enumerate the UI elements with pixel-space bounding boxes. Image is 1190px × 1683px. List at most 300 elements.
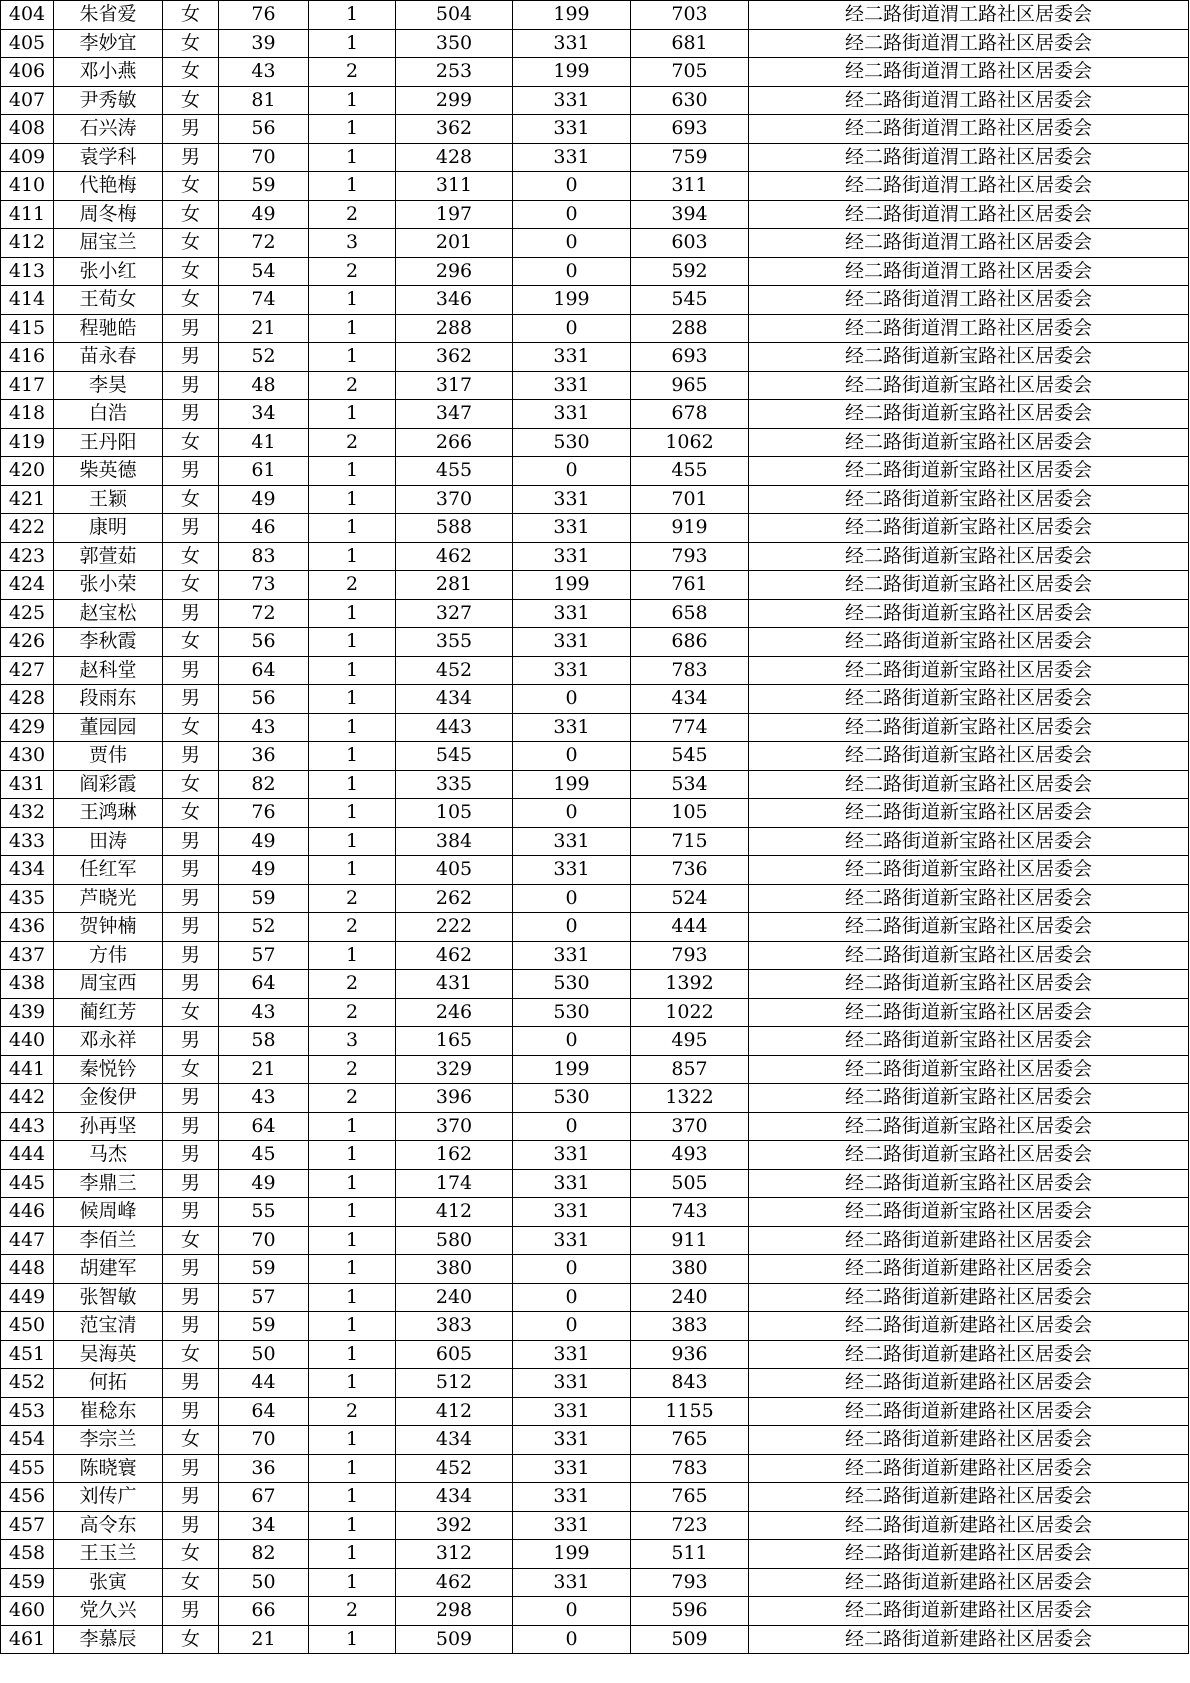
cell-amount-a: 350 <box>396 29 513 58</box>
cell-total: 843 <box>631 1369 749 1398</box>
cell-count: 1 <box>309 115 396 144</box>
cell-index: 439 <box>1 998 54 1027</box>
cell-amount-a: 545 <box>396 742 513 771</box>
cell-amount-b: 331 <box>513 1340 631 1369</box>
cell-amount-b: 0 <box>513 200 631 229</box>
cell-amount-b: 331 <box>513 1568 631 1597</box>
cell-amount-b: 331 <box>513 599 631 628</box>
cell-count: 1 <box>309 628 396 657</box>
cell-community: 经二路街道新建路社区居委会 <box>749 1397 1189 1426</box>
cell-community: 经二路街道渭工路社区居委会 <box>749 1 1189 30</box>
cell-name: 马杰 <box>54 1141 163 1170</box>
cell-amount-b: 331 <box>513 1226 631 1255</box>
cell-count: 1 <box>309 1540 396 1569</box>
cell-age: 49 <box>219 200 309 229</box>
cell-name: 候周峰 <box>54 1198 163 1227</box>
cell-count: 1 <box>309 742 396 771</box>
cell-count: 1 <box>309 143 396 172</box>
cell-gender: 男 <box>163 1283 219 1312</box>
cell-count: 2 <box>309 200 396 229</box>
cell-amount-a: 370 <box>396 485 513 514</box>
cell-amount-b: 331 <box>513 400 631 429</box>
cell-name: 石兴涛 <box>54 115 163 144</box>
cell-age: 43 <box>219 1084 309 1113</box>
table-row <box>1 884 1189 913</box>
cell-index: 457 <box>1 1511 54 1540</box>
cell-name: 代艳梅 <box>54 172 163 201</box>
cell-gender: 女 <box>163 1 219 30</box>
cell-amount-a: 434 <box>396 685 513 714</box>
table-row <box>1 685 1189 714</box>
cell-age: 49 <box>219 485 309 514</box>
cell-index: 405 <box>1 29 54 58</box>
cell-total: 686 <box>631 628 749 657</box>
cell-gender: 男 <box>163 343 219 372</box>
cell-total: 783 <box>631 1454 749 1483</box>
cell-age: 41 <box>219 428 309 457</box>
cell-count: 1 <box>309 514 396 543</box>
cell-index: 459 <box>1 1568 54 1597</box>
cell-total: 1062 <box>631 428 749 457</box>
cell-community: 经二路街道渭工路社区居委会 <box>749 257 1189 286</box>
cell-name: 蔺红芳 <box>54 998 163 1027</box>
cell-total: 678 <box>631 400 749 429</box>
cell-amount-b: 0 <box>513 742 631 771</box>
cell-gender: 女 <box>163 485 219 514</box>
table-row <box>1 457 1189 486</box>
cell-total: 383 <box>631 1312 749 1341</box>
cell-index: 420 <box>1 457 54 486</box>
cell-name: 王鸿琳 <box>54 799 163 828</box>
cell-age: 59 <box>219 1255 309 1284</box>
cell-amount-b: 0 <box>513 1027 631 1056</box>
cell-gender: 女 <box>163 1055 219 1084</box>
cell-count: 1 <box>309 1483 396 1512</box>
cell-count: 1 <box>309 1340 396 1369</box>
cell-amount-a: 392 <box>396 1511 513 1540</box>
cell-gender: 男 <box>163 941 219 970</box>
cell-age: 43 <box>219 58 309 87</box>
table-row <box>1 599 1189 628</box>
cell-index: 410 <box>1 172 54 201</box>
cell-amount-a: 298 <box>396 1597 513 1626</box>
cell-total: 545 <box>631 286 749 315</box>
cell-amount-a: 335 <box>396 770 513 799</box>
cell-amount-b: 331 <box>513 343 631 372</box>
cell-total: 761 <box>631 571 749 600</box>
cell-name: 王玉兰 <box>54 1540 163 1569</box>
cell-total: 630 <box>631 86 749 115</box>
cell-name: 贺钟楠 <box>54 913 163 942</box>
cell-name: 秦悦钤 <box>54 1055 163 1084</box>
cell-gender: 男 <box>163 115 219 144</box>
cell-index: 428 <box>1 685 54 714</box>
cell-age: 48 <box>219 371 309 400</box>
cell-amount-b: 331 <box>513 542 631 571</box>
cell-count: 1 <box>309 856 396 885</box>
cell-community: 经二路街道新建路社区居委会 <box>749 1454 1189 1483</box>
cell-gender: 男 <box>163 143 219 172</box>
cell-amount-b: 0 <box>513 229 631 258</box>
cell-community: 经二路街道新宝路社区居委会 <box>749 343 1189 372</box>
cell-amount-b: 331 <box>513 1511 631 1540</box>
cell-gender: 女 <box>163 1568 219 1597</box>
cell-count: 1 <box>309 1255 396 1284</box>
cell-age: 56 <box>219 685 309 714</box>
cell-community: 经二路街道新建路社区居委会 <box>749 1625 1189 1654</box>
table-row <box>1 1312 1189 1341</box>
cell-community: 经二路街道新宝路社区居委会 <box>749 941 1189 970</box>
cell-total: 240 <box>631 1283 749 1312</box>
cell-amount-a: 246 <box>396 998 513 1027</box>
cell-amount-b: 0 <box>513 1625 631 1654</box>
cell-name: 董园园 <box>54 713 163 742</box>
cell-amount-a: 504 <box>396 1 513 30</box>
cell-name: 赵宝松 <box>54 599 163 628</box>
cell-index: 448 <box>1 1255 54 1284</box>
cell-index: 426 <box>1 628 54 657</box>
cell-index: 452 <box>1 1369 54 1398</box>
cell-count: 2 <box>309 1397 396 1426</box>
cell-amount-b: 331 <box>513 29 631 58</box>
cell-amount-a: 299 <box>396 86 513 115</box>
cell-total: 965 <box>631 371 749 400</box>
cell-amount-b: 331 <box>513 1169 631 1198</box>
cell-index: 458 <box>1 1540 54 1569</box>
cell-count: 1 <box>309 1198 396 1227</box>
cell-amount-a: 174 <box>396 1169 513 1198</box>
cell-amount-b: 331 <box>513 713 631 742</box>
cell-amount-a: 443 <box>396 713 513 742</box>
cell-index: 404 <box>1 1 54 30</box>
cell-amount-b: 199 <box>513 1540 631 1569</box>
table-row <box>1 343 1189 372</box>
cell-count: 3 <box>309 229 396 258</box>
cell-count: 1 <box>309 1312 396 1341</box>
cell-name: 白浩 <box>54 400 163 429</box>
cell-gender: 女 <box>163 29 219 58</box>
cell-community: 经二路街道新建路社区居委会 <box>749 1312 1189 1341</box>
cell-gender: 男 <box>163 1027 219 1056</box>
cell-name: 赵科堂 <box>54 656 163 685</box>
cell-total: 693 <box>631 115 749 144</box>
cell-amount-a: 434 <box>396 1426 513 1455</box>
cell-name: 孙再坚 <box>54 1112 163 1141</box>
cell-gender: 男 <box>163 742 219 771</box>
table-row <box>1 229 1189 258</box>
cell-amount-a: 462 <box>396 1568 513 1597</box>
cell-total: 493 <box>631 1141 749 1170</box>
cell-index: 424 <box>1 571 54 600</box>
cell-name: 任红军 <box>54 856 163 885</box>
cell-total: 370 <box>631 1112 749 1141</box>
cell-community: 经二路街道新建路社区居委会 <box>749 1283 1189 1312</box>
cell-amount-b: 331 <box>513 115 631 144</box>
table-row <box>1 58 1189 87</box>
cell-amount-a: 405 <box>396 856 513 885</box>
cell-index: 446 <box>1 1198 54 1227</box>
cell-age: 36 <box>219 1454 309 1483</box>
cell-index: 434 <box>1 856 54 885</box>
cell-gender: 男 <box>163 514 219 543</box>
cell-age: 46 <box>219 514 309 543</box>
cell-amount-b: 331 <box>513 1483 631 1512</box>
cell-community: 经二路街道新宝路社区居委会 <box>749 998 1189 1027</box>
cell-count: 1 <box>309 713 396 742</box>
cell-total: 783 <box>631 656 749 685</box>
cell-community: 经二路街道渭工路社区居委会 <box>749 29 1189 58</box>
cell-count: 1 <box>309 685 396 714</box>
cell-name: 尹秀敏 <box>54 86 163 115</box>
cell-total: 1022 <box>631 998 749 1027</box>
cell-total: 919 <box>631 514 749 543</box>
cell-age: 73 <box>219 571 309 600</box>
table-row <box>1 115 1189 144</box>
cell-total: 701 <box>631 485 749 514</box>
table-row <box>1 1369 1189 1398</box>
table-row <box>1 628 1189 657</box>
cell-age: 44 <box>219 1369 309 1398</box>
cell-total: 288 <box>631 314 749 343</box>
cell-gender: 女 <box>163 799 219 828</box>
cell-amount-b: 530 <box>513 998 631 1027</box>
cell-index: 407 <box>1 86 54 115</box>
table-row <box>1 400 1189 429</box>
cell-count: 2 <box>309 257 396 286</box>
cell-amount-b: 530 <box>513 970 631 999</box>
cell-age: 21 <box>219 1625 309 1654</box>
cell-count: 1 <box>309 1568 396 1597</box>
cell-index: 430 <box>1 742 54 771</box>
cell-index: 411 <box>1 200 54 229</box>
cell-amount-a: 380 <box>396 1255 513 1284</box>
cell-age: 57 <box>219 941 309 970</box>
cell-total: 658 <box>631 599 749 628</box>
table-row <box>1 970 1189 999</box>
cell-name: 方伟 <box>54 941 163 970</box>
cell-amount-a: 412 <box>396 1198 513 1227</box>
cell-age: 21 <box>219 314 309 343</box>
table-row <box>1 770 1189 799</box>
cell-age: 81 <box>219 86 309 115</box>
cell-index: 460 <box>1 1597 54 1626</box>
table-row <box>1 542 1189 571</box>
cell-index: 437 <box>1 941 54 970</box>
cell-total: 1392 <box>631 970 749 999</box>
cell-amount-a: 266 <box>396 428 513 457</box>
cell-amount-b: 199 <box>513 286 631 315</box>
table-row <box>1 514 1189 543</box>
table-row <box>1 1084 1189 1113</box>
cell-name: 段雨东 <box>54 685 163 714</box>
cell-count: 2 <box>309 913 396 942</box>
cell-count: 2 <box>309 884 396 913</box>
cell-gender: 男 <box>163 656 219 685</box>
cell-name: 康明 <box>54 514 163 543</box>
cell-count: 1 <box>309 1454 396 1483</box>
cell-amount-b: 199 <box>513 571 631 600</box>
cell-gender: 男 <box>163 1198 219 1227</box>
table-row <box>1 143 1189 172</box>
table-row <box>1 656 1189 685</box>
cell-total: 394 <box>631 200 749 229</box>
cell-total: 857 <box>631 1055 749 1084</box>
cell-age: 72 <box>219 229 309 258</box>
cell-amount-a: 512 <box>396 1369 513 1398</box>
table-body <box>1 1 1189 1654</box>
cell-amount-a: 434 <box>396 1483 513 1512</box>
cell-amount-b: 331 <box>513 1141 631 1170</box>
cell-age: 52 <box>219 343 309 372</box>
cell-community: 经二路街道渭工路社区居委会 <box>749 200 1189 229</box>
cell-amount-b: 0 <box>513 457 631 486</box>
cell-name: 范宝清 <box>54 1312 163 1341</box>
cell-name: 屈宝兰 <box>54 229 163 258</box>
cell-gender: 女 <box>163 172 219 201</box>
cell-name: 何拓 <box>54 1369 163 1398</box>
cell-gender: 女 <box>163 286 219 315</box>
cell-name: 苗永春 <box>54 343 163 372</box>
cell-amount-a: 462 <box>396 941 513 970</box>
cell-count: 1 <box>309 827 396 856</box>
cell-total: 105 <box>631 799 749 828</box>
cell-amount-a: 240 <box>396 1283 513 1312</box>
cell-amount-b: 199 <box>513 1 631 30</box>
cell-count: 1 <box>309 343 396 372</box>
cell-community: 经二路街道新宝路社区居委会 <box>749 1027 1189 1056</box>
cell-amount-a: 384 <box>396 827 513 856</box>
table-row <box>1 827 1189 856</box>
cell-amount-a: 588 <box>396 514 513 543</box>
cell-amount-b: 0 <box>513 1283 631 1312</box>
cell-community: 经二路街道新宝路社区居委会 <box>749 827 1189 856</box>
cell-age: 61 <box>219 457 309 486</box>
cell-amount-a: 509 <box>396 1625 513 1654</box>
cell-count: 1 <box>309 457 396 486</box>
cell-index: 444 <box>1 1141 54 1170</box>
cell-index: 418 <box>1 400 54 429</box>
cell-total: 736 <box>631 856 749 885</box>
cell-name: 田涛 <box>54 827 163 856</box>
cell-total: 596 <box>631 1597 749 1626</box>
cell-total: 511 <box>631 1540 749 1569</box>
cell-count: 2 <box>309 1055 396 1084</box>
cell-total: 693 <box>631 343 749 372</box>
cell-amount-a: 201 <box>396 229 513 258</box>
table-row <box>1 1027 1189 1056</box>
cell-amount-a: 462 <box>396 542 513 571</box>
cell-index: 453 <box>1 1397 54 1426</box>
cell-age: 59 <box>219 884 309 913</box>
cell-count: 1 <box>309 656 396 685</box>
cell-name: 柴英德 <box>54 457 163 486</box>
cell-amount-a: 162 <box>396 1141 513 1170</box>
table-row <box>1 742 1189 771</box>
cell-community: 经二路街道新宝路社区居委会 <box>749 1141 1189 1170</box>
table-row <box>1 314 1189 343</box>
cell-gender: 男 <box>163 1312 219 1341</box>
cell-index: 421 <box>1 485 54 514</box>
table-row <box>1 286 1189 315</box>
table-row <box>1 1568 1189 1597</box>
cell-community: 经二路街道渭工路社区居委会 <box>749 314 1189 343</box>
table-row <box>1 371 1189 400</box>
table-row <box>1 1625 1189 1654</box>
cell-community: 经二路街道新建路社区居委会 <box>749 1255 1189 1284</box>
cell-index: 409 <box>1 143 54 172</box>
cell-count: 1 <box>309 1426 396 1455</box>
cell-index: 436 <box>1 913 54 942</box>
table-row <box>1 1483 1189 1512</box>
table-row <box>1 1169 1189 1198</box>
cell-gender: 男 <box>163 856 219 885</box>
cell-amount-b: 0 <box>513 685 631 714</box>
cell-age: 49 <box>219 1169 309 1198</box>
table-row <box>1 172 1189 201</box>
cell-age: 82 <box>219 770 309 799</box>
cell-index: 431 <box>1 770 54 799</box>
cell-count: 1 <box>309 314 396 343</box>
cell-name: 贾伟 <box>54 742 163 771</box>
cell-amount-b: 0 <box>513 799 631 828</box>
cell-count: 1 <box>309 1 396 30</box>
cell-amount-b: 0 <box>513 913 631 942</box>
cell-amount-a: 362 <box>396 115 513 144</box>
cell-name: 张寅 <box>54 1568 163 1597</box>
cell-index: 413 <box>1 257 54 286</box>
cell-total: 765 <box>631 1483 749 1512</box>
cell-age: 59 <box>219 172 309 201</box>
cell-count: 2 <box>309 998 396 1027</box>
cell-amount-b: 0 <box>513 314 631 343</box>
cell-name: 邓永祥 <box>54 1027 163 1056</box>
cell-total: 723 <box>631 1511 749 1540</box>
cell-community: 经二路街道渭工路社区居委会 <box>749 115 1189 144</box>
table-row <box>1 799 1189 828</box>
cell-count: 2 <box>309 571 396 600</box>
cell-amount-a: 311 <box>396 172 513 201</box>
cell-gender: 女 <box>163 713 219 742</box>
cell-community: 经二路街道新宝路社区居委会 <box>749 884 1189 913</box>
cell-gender: 男 <box>163 1084 219 1113</box>
cell-age: 70 <box>219 143 309 172</box>
cell-count: 1 <box>309 286 396 315</box>
cell-amount-a: 288 <box>396 314 513 343</box>
cell-age: 72 <box>219 599 309 628</box>
cell-index: 450 <box>1 1312 54 1341</box>
cell-age: 56 <box>219 115 309 144</box>
cell-community: 经二路街道新宝路社区居委会 <box>749 656 1189 685</box>
cell-age: 36 <box>219 742 309 771</box>
cell-amount-a: 580 <box>396 1226 513 1255</box>
cell-index: 422 <box>1 514 54 543</box>
cell-index: 456 <box>1 1483 54 1512</box>
cell-age: 74 <box>219 286 309 315</box>
cell-name: 王丹阳 <box>54 428 163 457</box>
cell-name: 李昊 <box>54 371 163 400</box>
cell-gender: 男 <box>163 400 219 429</box>
cell-gender: 女 <box>163 1540 219 1569</box>
cell-amount-b: 331 <box>513 628 631 657</box>
cell-index: 419 <box>1 428 54 457</box>
cell-community: 经二路街道新宝路社区居委会 <box>749 856 1189 885</box>
cell-amount-b: 331 <box>513 1397 631 1426</box>
cell-amount-b: 331 <box>513 1369 631 1398</box>
cell-age: 66 <box>219 1597 309 1626</box>
cell-count: 2 <box>309 1597 396 1626</box>
cell-total: 434 <box>631 685 749 714</box>
cell-name: 阎彩霞 <box>54 770 163 799</box>
